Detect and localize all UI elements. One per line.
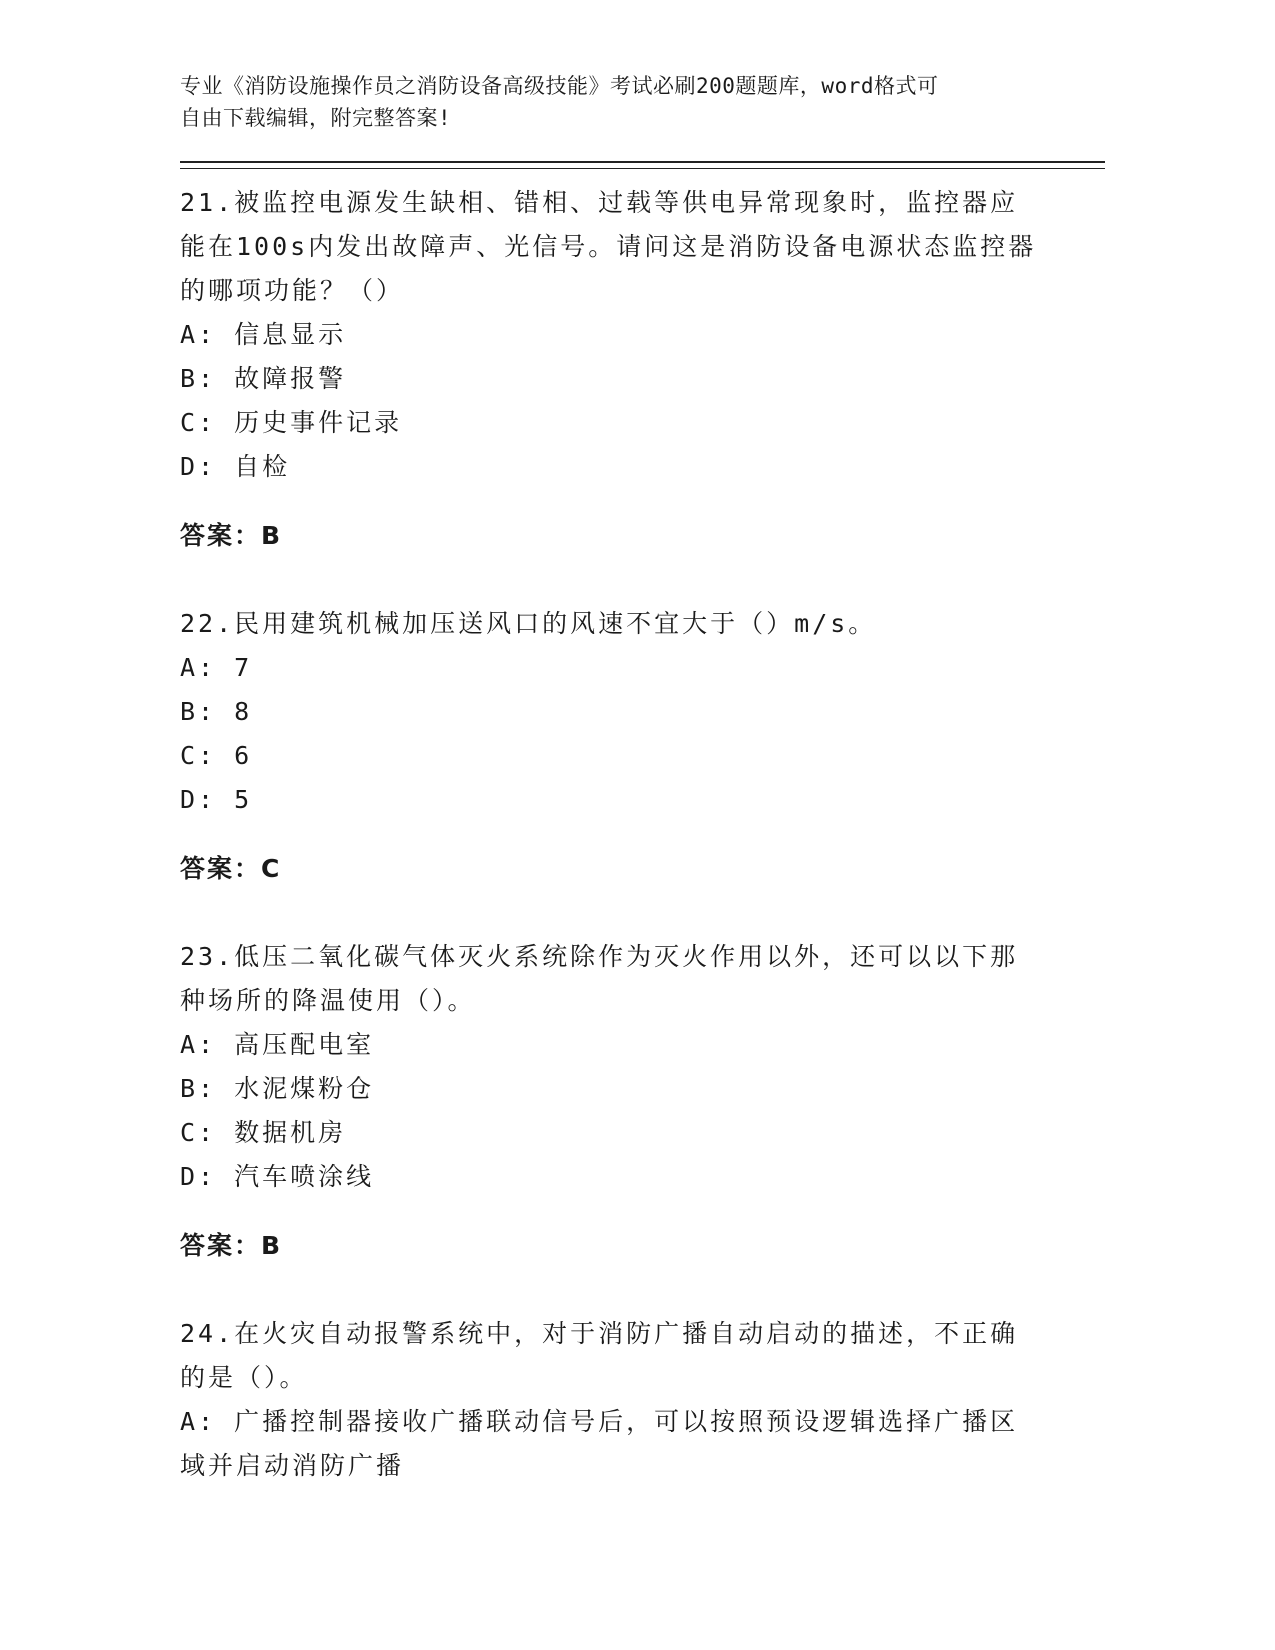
question-text: 22.民用建筑机械加压送风口的风速不宜大于（）m/s。 [180, 609, 877, 638]
document-page [180, 70, 1110, 1488]
header-line-2: 自由下载编辑，附完整答案! [180, 106, 452, 130]
question-text: 23.低压二氧化碳气体灭火系统除作为灭火作用以外，还可以以下那种场所的降温使用（）。 [180, 942, 1019, 1015]
answer-line: 答案：B [180, 1231, 283, 1260]
header-divider [180, 161, 1105, 169]
option-c: C: 数据机房 [180, 1118, 347, 1147]
question-list [180, 181, 1040, 1488]
answer-line: 答案：B [180, 521, 283, 550]
option-b: B: 8 [180, 697, 253, 726]
question-text: 21.被监控电源发生缺相、错相、过载等供电异常现象时，监控器应能在100s内发出故障声、光信号。请问这是消防设备电源状态监控器的哪项功能？（） [180, 188, 1037, 305]
question-24 [180, 1312, 1040, 1488]
question-23 [180, 935, 1040, 1268]
option-a: A: 高压配电室 [180, 1030, 375, 1059]
document-header [180, 70, 1040, 134]
option-c: C: 6 [180, 741, 253, 770]
option-a: A: 广播控制器接收广播联动信号后，可以按照预设逻辑选择广播区域并启动消防广播 [180, 1407, 1019, 1480]
option-c: C: 历史事件记录 [180, 408, 403, 437]
answer-line: 答案：C [180, 854, 282, 883]
option-b: B: 故障报警 [180, 364, 347, 393]
option-a: A: 信息显示 [180, 320, 347, 349]
question-21 [180, 181, 1040, 558]
option-d: D: 5 [180, 785, 253, 814]
question-text: 24.在火灾自动报警系统中，对于消防广播自动启动的描述，不正确的是（）。 [180, 1319, 1019, 1392]
option-d: D: 自检 [180, 452, 291, 481]
header-line-1: 专业《消防设施操作员之消防设备高级技能》考试必刷200题题库，word格式可 [180, 74, 939, 98]
option-d: D: 汽车喷涂线 [180, 1162, 375, 1191]
question-22 [180, 602, 1040, 891]
option-a: A: 7 [180, 653, 253, 682]
option-b: B: 水泥煤粉仓 [180, 1074, 375, 1103]
